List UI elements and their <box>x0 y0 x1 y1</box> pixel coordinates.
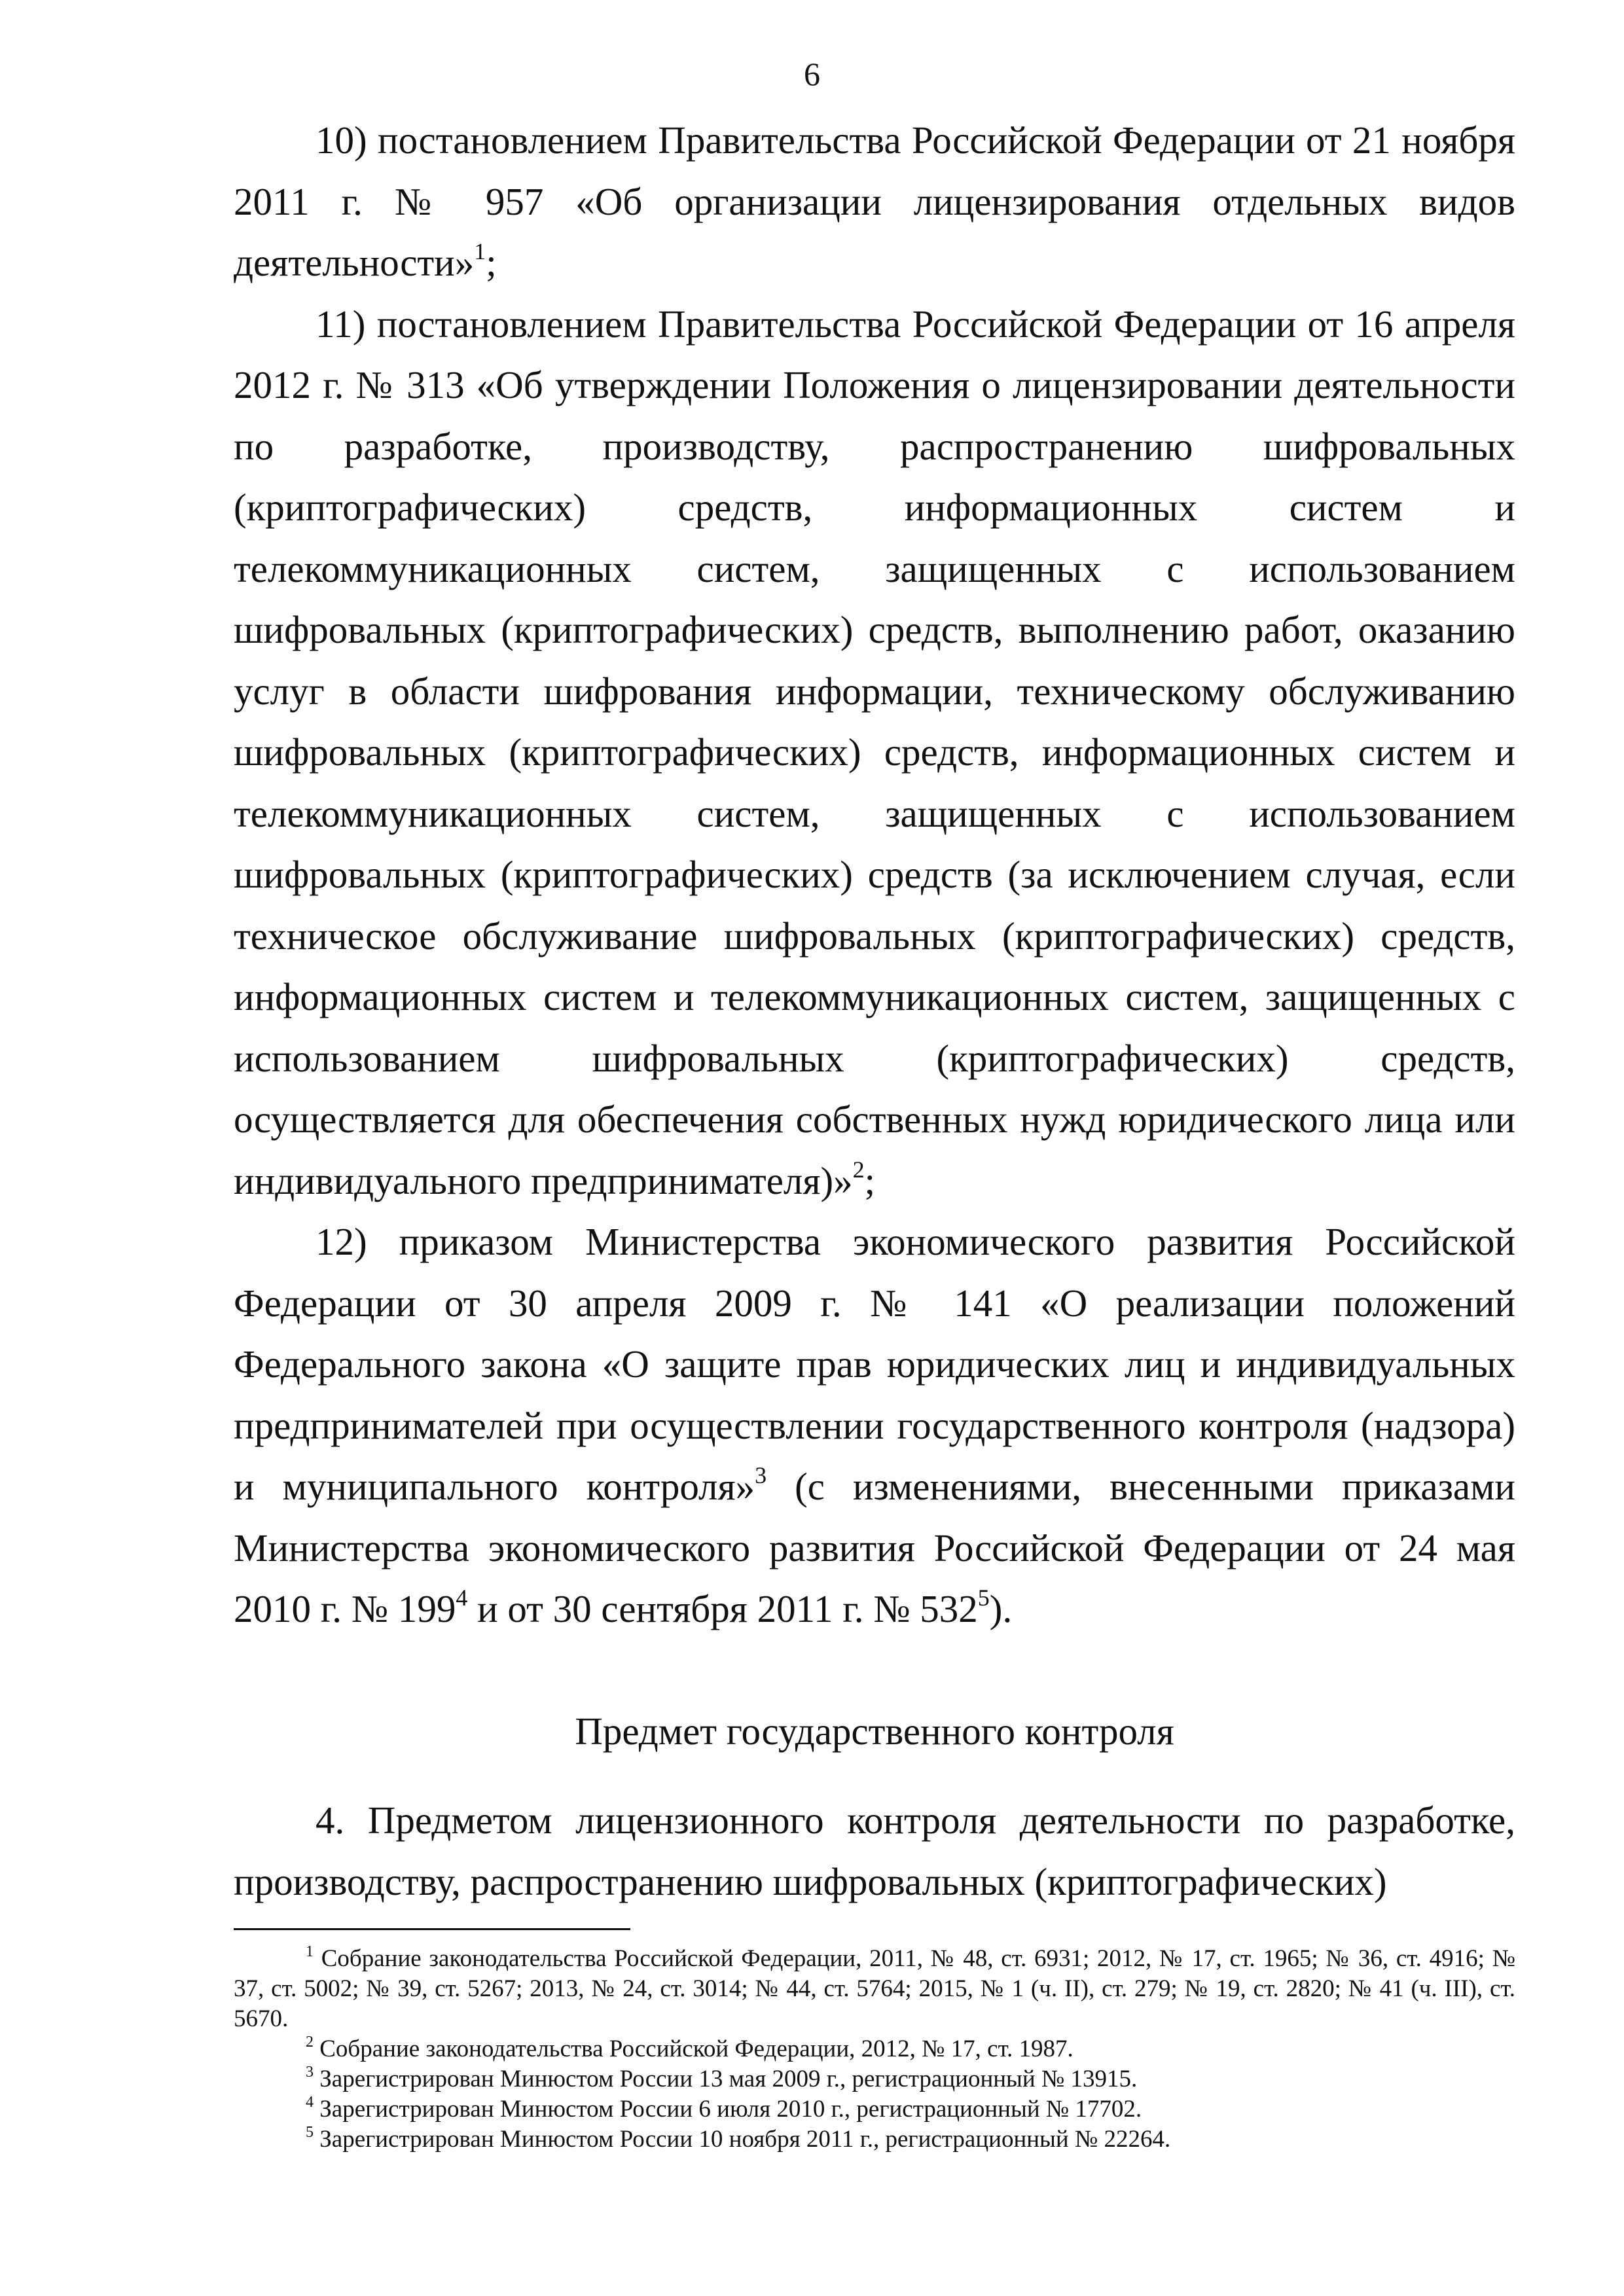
document-body <box>234 110 1515 1912</box>
footnote-number: 2 <box>306 2033 314 2051</box>
footnote-4 <box>234 2094 1515 2125</box>
item-punctuation: ; <box>864 1158 876 1202</box>
footnote-ref: 2 <box>852 1156 865 1183</box>
list-item-4: 4. Предметом лицензионного контроля деятельности по разработке, производству, распространению шифровальных (криптографических) <box>234 1799 1515 1903</box>
footnote-text: Зарегистрирован Минюстом России 10 ноября 2011 г., регистрационный № 22264. <box>319 2126 1171 2153</box>
footnote-divider <box>234 1928 630 1930</box>
item-punctuation: ; <box>486 241 497 284</box>
footnote-1 <box>234 1944 1515 2034</box>
footnote-text: Зарегистрирован Минюстом России 13 мая 2009 г., регистрационный № 13915. <box>319 2066 1138 2092</box>
footnote-ref: 5 <box>977 1585 990 1611</box>
footnote-number: 4 <box>306 2093 314 2111</box>
footnote-number: 5 <box>306 2123 314 2141</box>
list-item-12 <box>234 1211 1515 1640</box>
item-text: 11) постановлением Правительства Российской Федерации от 16 апреля 2012 г. № 313 «Об утверждении Положения о лицензировании деятельности по разработке, производству, распространению шифровальных (криптографических) средств, информационных систем и телекоммуникационных систем, защищенных с использованием шифровальных (криптографических) средств, выполнению работ, оказанию услуг в области шифрования информации, техническому обслуживанию шифровальных (криптографических) средств, информационных систем и телекоммуникационных систем, защищенных с использованием шифровальных (криптографических) средств (за исключением случая, если техническое обслуживание шифровальных (криптографических) средств, информационных систем и телекоммуникационных систем, защищенных с использованием шифровальных (криптографических) средств, осуществляется для обеспечения собственных нужд юридического лица или индивидуального предпринимателя)» <box>234 302 1515 1202</box>
page-number: 6 <box>804 56 820 92</box>
item-text: (с изменениями, внесенными приказами Министерства экономического развития Российской Федерации от 24 мая 2010 г. № 199 <box>234 1465 1515 1630</box>
footnote-text: Собрание законодательства Российской Федерации, 2012, № 17, ст. 1987. <box>319 2036 1074 2062</box>
footnote-ref: 3 <box>755 1462 767 1489</box>
item-punctuation: ). <box>989 1587 1013 1630</box>
footnote-5 <box>234 2125 1515 2155</box>
list-item-10 <box>234 110 1515 294</box>
item-text: 12) приказом Министерства экономического развития Российской Федерации от 30 апреля 2009 г. № 141 «О реализации положений Федерального закона «О защите прав юридических лиц и индивидуальных предпринимателей при осуществлении государственного контроля (надзора) и муниципального контроля» <box>234 1220 1515 1508</box>
footnote-number: 1 <box>306 1943 314 1960</box>
footnote-3 <box>234 2064 1515 2094</box>
footnote-2 <box>234 2034 1515 2064</box>
footnote-ref: 1 <box>474 238 486 265</box>
footnote-text: Собрание законодательства Российской Федерации, 2011, № 48, ст. 6931; 2012, № 17, ст. 1965; № 36, ст. 4916; № 37, ст. 5002; № 39, ст. 5267; 2013, № 24, ст. 3014; № 44, ст. 5764; 2015, № 1 (ч. II), ст. 279; № 19, ст. 2820; № 41 (ч. III), ст. 5670. <box>234 1945 1515 2032</box>
footnote-text: Зарегистрирован Минюстом России 6 июля 2010 г., регистрационный № 17702. <box>319 2096 1142 2123</box>
footnotes <box>234 1944 1515 2155</box>
footnote-ref: 4 <box>456 1585 468 1611</box>
item-text: 10) постановлением Правительства Российской Федерации от 21 ноября 2011 г. № 957 «Об организации лицензирования отдельных видов деятельности» <box>234 118 1515 284</box>
footnote-number: 3 <box>306 2063 314 2081</box>
list-item-11 <box>234 294 1515 1212</box>
item-text: и от 30 сентября 2011 г. № 532 <box>467 1587 978 1630</box>
section-heading: Предмет государственного контроля <box>575 1709 1174 1753</box>
